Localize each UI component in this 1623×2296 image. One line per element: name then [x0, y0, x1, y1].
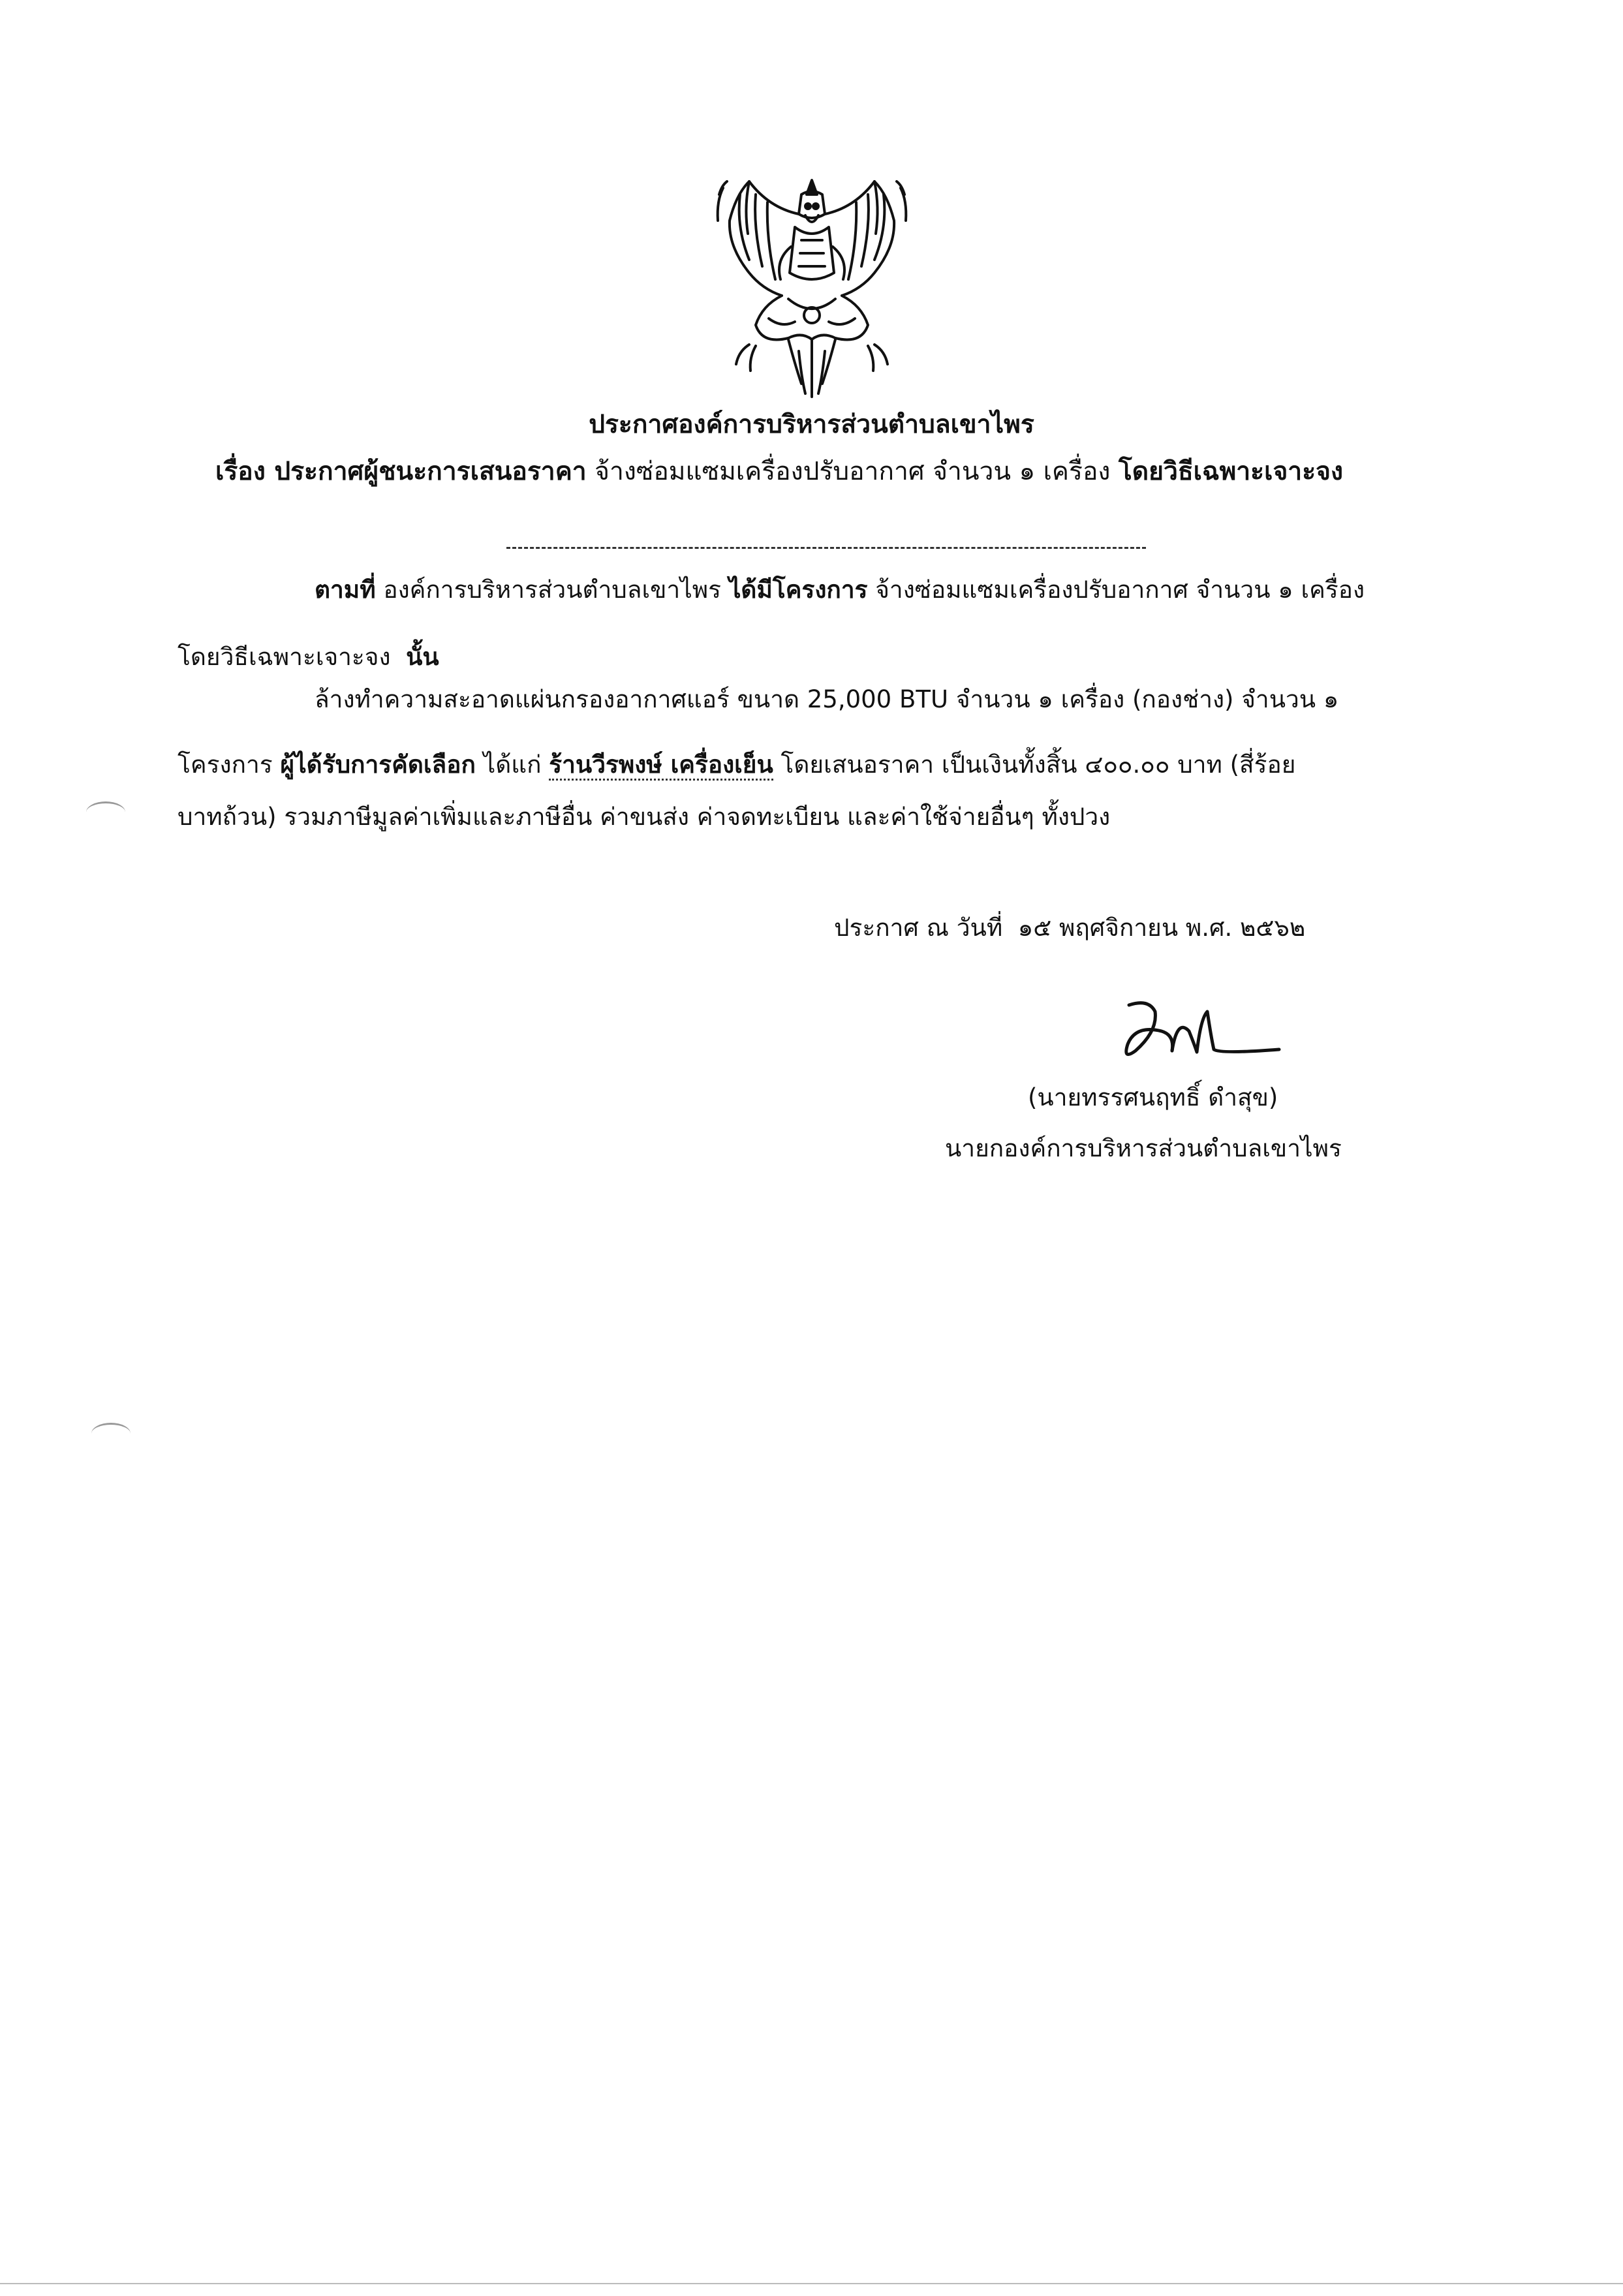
total-text: เป็นเงินทั้งสิ้น — [941, 751, 1077, 779]
date-value: ๑๕ พฤศจิกายน พ.ศ. ๒๕๖๒ — [1017, 914, 1306, 942]
paragraph-1-line-1 — [315, 576, 1365, 604]
has-project-text: ได้มีโครงการ — [728, 576, 868, 604]
amount-value: ๔๐๐.๐๐ บาท — [1085, 751, 1222, 779]
paragraph-2-line-3 — [178, 803, 1110, 831]
method-text: โดยวิธีเฉพาะเจาะจง — [178, 643, 391, 671]
amount-words-start: (สี่ร้อย — [1229, 751, 1296, 779]
handwritten-signature — [1109, 992, 1286, 1070]
separator-line — [506, 547, 1146, 549]
organization-name: องค์การบริหารส่วนตำบลเขาไพร — [383, 576, 722, 604]
subject-line — [215, 457, 1343, 488]
subject-text: จ้างซ่อมแซมเครื่องปรับอากาศ จำนวน ๑ เครื่อง — [595, 457, 1111, 486]
signatory-position: นายกองค์การบริหารส่วนตำบลเขาไพร — [945, 1134, 1342, 1162]
tax-note: รวมภาษีมูลค่าเพิ่มและภาษีอื่น ค่าขนส่ง ค่าจดทะเบียน และค่าใช้จ่ายอื่นๆ ทั้งปวง — [284, 803, 1111, 831]
garuda-emblem-icon — [710, 168, 914, 405]
offer-text: โดยเสนอราคา — [781, 751, 935, 779]
lead-word: ตามที่ — [315, 576, 376, 604]
winner-label: ผู้ได้รับการคัดเลือก — [280, 751, 476, 779]
signatory-name: (นายทรรศนฤทธิ์ ดำสุข) — [1028, 1083, 1278, 1111]
paragraph-2-line-2 — [178, 751, 1295, 779]
subject-method: โดยวิธีเฉพาะเจาะจง — [1118, 457, 1344, 486]
document-title: ประกาศองค์การบริหารส่วนตำบลเขาไพร — [589, 410, 1034, 439]
paragraph-2-line-1: ล้างทำความสะอาดแผ่นกรองอากาศแอร์ ขนาด 25,000 BTU จำนวน ๑ เครื่อง (กองช่าง) จำนวน ๑ — [315, 685, 1339, 713]
hole-punch-mark — [91, 1423, 131, 1444]
hole-punch-mark — [86, 801, 125, 823]
announced-label: ประกาศ ณ วันที่ — [834, 914, 1003, 942]
paragraph-1-line-2 — [178, 643, 439, 672]
subject-label: เรื่อง ประกาศผู้ชนะการเสนอราคา — [215, 457, 587, 486]
amount-words-end: บาทถ้วน) — [178, 803, 277, 831]
project-text: จ้างซ่อมแซมเครื่องปรับอากาศ จำนวน ๑ เครื่อง — [875, 576, 1365, 604]
announcement-date — [834, 914, 1305, 942]
end-word: นั้น — [406, 643, 439, 671]
shop-name: ร้านวีรพงษ์ เครื่องเย็น — [549, 751, 773, 781]
page-edge-line — [0, 2283, 1623, 2284]
project-word: โครงการ — [178, 751, 273, 779]
got-word: ได้แก่ — [483, 751, 542, 779]
